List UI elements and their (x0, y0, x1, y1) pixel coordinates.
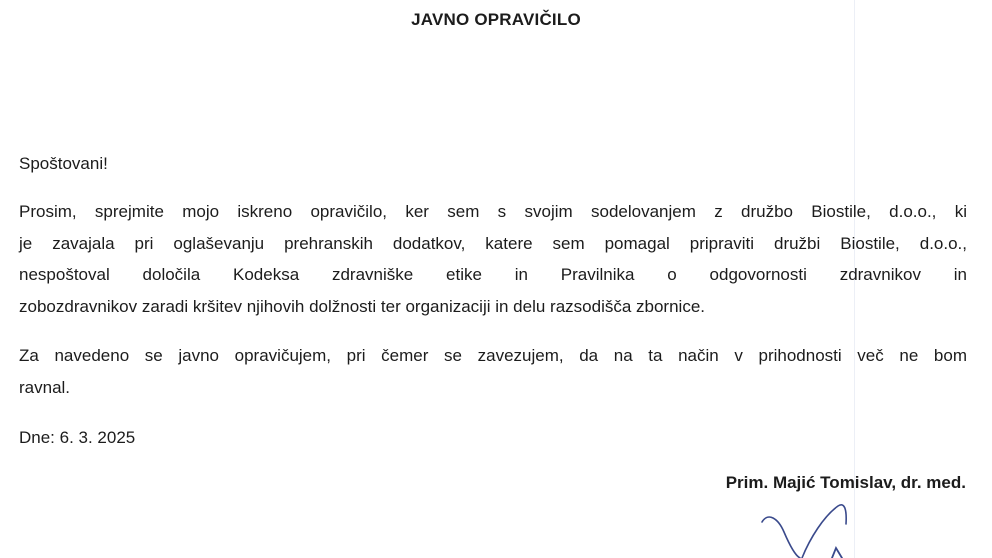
greeting: Spoštovani! (19, 154, 108, 173)
handwritten-signature-icon (740, 500, 880, 558)
paragraph-line: Prosim, sprejmite mojo iskreno opravičilo, ker sem s svojim sodelovanjem z družbo Biostile, d.o.o., ki (19, 202, 967, 221)
paragraph-line: je zavajala pri oglaševanju prehranskih dodatkov, katere sem pomagal pripraviti družbi Biostile, d.o.o., (19, 233, 967, 253)
paragraph-line: nespoštoval določila Kodeksa zdravniške etike in Pravilnika o odgovornosti zdravnikov in (19, 265, 967, 284)
document-date: Dne: 6. 3. 2025 (19, 428, 136, 447)
signer-name: Prim. Majić Tomislav, dr. med. (725, 473, 966, 492)
paragraph-commitment (19, 340, 967, 403)
paragraph-line: ravnal. (19, 377, 71, 397)
document-title: JAVNO OPRAVIČILO (411, 10, 581, 29)
paragraph-line: zobozdravnikov zaradi kršitev njihovih dolžnosti ter organizaciji in delu razsodišča zbornice. (19, 296, 706, 316)
paragraph-apology (19, 196, 967, 322)
paragraph-line: Za navedeno se javno opravičujem, pri čemer se zavezujem, da na ta način v prihodnosti več ne bom (19, 346, 967, 365)
